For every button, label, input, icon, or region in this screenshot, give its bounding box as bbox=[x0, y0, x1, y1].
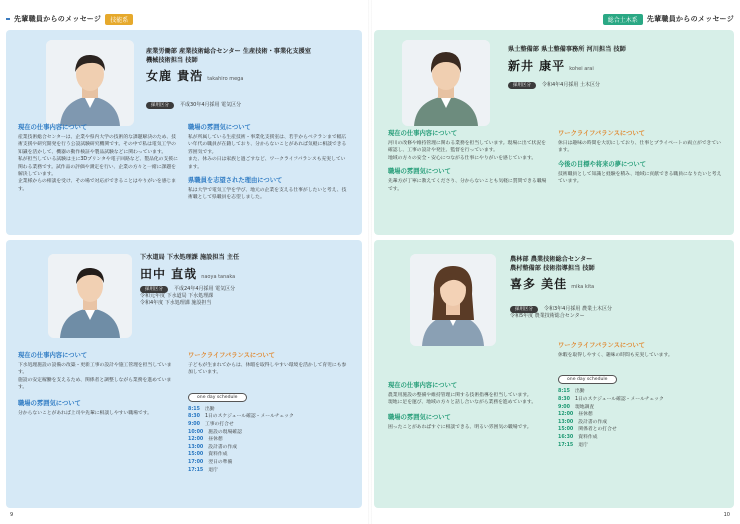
schedule-desc: 資料作成 bbox=[208, 452, 228, 458]
profile-org: 県土整備部 県土整備事務所 河川担当 技師 bbox=[508, 46, 626, 53]
schedule-desc: 工事の打合せ bbox=[204, 422, 234, 427]
profile-meta bbox=[510, 306, 728, 320]
section-heading: 職場の雰囲気について bbox=[388, 168, 451, 176]
schedule-item bbox=[188, 421, 350, 429]
section-heading: 現在の仕事内容について bbox=[18, 352, 88, 359]
schedule-item bbox=[558, 442, 722, 450]
schedule-label: one day schedule bbox=[188, 393, 247, 402]
name-kanji: 新井 康平 bbox=[508, 58, 566, 73]
section-text: 先輩方が丁寧に教えてくださり、分からないことも気軽に質問できる職場です。 bbox=[388, 179, 547, 192]
schedule-time: 15:00 bbox=[558, 427, 574, 433]
portrait-photo bbox=[402, 40, 490, 126]
schedule-item bbox=[188, 444, 350, 452]
schedule-time: 17:15 bbox=[188, 467, 204, 473]
profile-card-tanaka bbox=[6, 240, 362, 508]
profile-col-left bbox=[388, 128, 548, 193]
section-heading: ワークライフバランスについて bbox=[558, 130, 645, 137]
section-text: 企業様からの相談を受け、その場で対応ができることはやりがいを感じます。 bbox=[18, 179, 177, 192]
schedule-item bbox=[188, 436, 350, 444]
section-text: 私は大学で電気工学を学び、地元の企業を支える仕事がしたいと考え、技術職として県職員を志望しました。 bbox=[188, 188, 347, 201]
person-illustration-icon bbox=[410, 254, 496, 346]
schedule-label: one day schedule bbox=[558, 375, 617, 384]
schedule-item bbox=[558, 404, 722, 412]
schedule-time: 8:15 bbox=[558, 389, 570, 395]
profile-name bbox=[146, 67, 356, 84]
schedule-item bbox=[558, 411, 722, 419]
schedule-item bbox=[558, 434, 722, 442]
category-pill: 採用区分 bbox=[146, 102, 174, 109]
hire-info: 令和4年4月採用 土木区分 bbox=[542, 82, 600, 88]
schedule-time: 9:00 bbox=[558, 404, 570, 410]
section-text: 分からないことがあれば上司や先輩に相談しやすい職場です。 bbox=[18, 410, 152, 416]
section-text: 困ったことがあればすぐに相談できる、明るい雰囲気の職場です。 bbox=[388, 424, 532, 430]
right-running-header bbox=[603, 12, 734, 26]
schedule-desc: 関係者との打合せ bbox=[578, 427, 617, 433]
header-bar bbox=[6, 18, 10, 20]
section-text: 現地に足を運び、地域の方々と話し合いながら業務を進めています。 bbox=[388, 400, 537, 406]
schedule-time: 12:00 bbox=[188, 437, 204, 443]
running-title: 先輩職員からのメッセージ bbox=[646, 15, 734, 23]
schedule-list bbox=[558, 388, 722, 449]
section-text: 休暇を取得しやすく、趣味の時間も充実しています。 bbox=[558, 353, 673, 358]
schedule-block bbox=[188, 383, 350, 474]
profile-col-left bbox=[18, 122, 178, 193]
name-roman: mika kita bbox=[571, 284, 595, 290]
person-illustration-icon bbox=[402, 40, 490, 126]
schedule-item bbox=[188, 459, 350, 467]
schedule-item bbox=[188, 429, 350, 437]
schedule-time: 8:30 bbox=[558, 397, 570, 402]
section-heading: 職場の雰囲気について bbox=[18, 399, 81, 407]
profile-meta bbox=[146, 102, 241, 109]
section-heading: 現在の仕事内容について bbox=[388, 130, 458, 137]
schedule-desc: 出勤 bbox=[574, 389, 585, 395]
profile-col-left bbox=[388, 380, 548, 431]
schedule-time: 15:00 bbox=[188, 452, 204, 458]
section-heading: ワークライフバランスについて bbox=[188, 352, 275, 359]
category-pill: 採用区分 bbox=[508, 82, 536, 89]
section-heading: 現在の仕事内容について bbox=[18, 124, 88, 131]
schedule-time: 13:00 bbox=[558, 419, 574, 425]
section-heading: 県職員を志望された理由について bbox=[188, 177, 283, 185]
schedule-desc: 昼休憩 bbox=[578, 412, 593, 418]
profile-name bbox=[140, 265, 355, 282]
portrait-photo bbox=[46, 40, 134, 126]
hire-info: 令和3年4月採用 農業土木区分 bbox=[544, 306, 612, 312]
schedule-item bbox=[188, 406, 350, 414]
schedule-time: 17:00 bbox=[188, 459, 204, 465]
profile-col-right bbox=[188, 122, 350, 202]
schedule-time: 10:00 bbox=[188, 429, 204, 435]
name-roman: naoya tanaka bbox=[201, 273, 236, 280]
schedule-time: 16:30 bbox=[558, 434, 574, 440]
section-heading: 職場の雰囲気について bbox=[388, 413, 451, 421]
schedule-item bbox=[558, 396, 722, 404]
profile-col-right bbox=[558, 340, 722, 449]
schedule-desc: 施設の現場確認 bbox=[208, 429, 242, 435]
section-text: 子どもが生まれてからは、休暇を取得しやすい環境を活かして育児にも参加しています。 bbox=[188, 363, 347, 376]
page-number: 9 bbox=[10, 512, 14, 518]
section-text: 私が所属している生産技術・事業化支援室は、若手からベテランまで幅広い年代の職員が在籍しており、分からないことがあれば気軽に相談できる雰囲気です。 bbox=[188, 135, 347, 155]
profile-col-right bbox=[558, 128, 722, 186]
schedule-time: 8:30 bbox=[188, 414, 200, 420]
section-text: 地域の方々の安全・安心につながる仕事にやりがいを感じています。 bbox=[388, 155, 537, 161]
schedule-time: 9:00 bbox=[188, 422, 200, 427]
category-tag: 技能系 bbox=[105, 14, 133, 25]
running-title: 先輩職員からのメッセージ bbox=[14, 15, 102, 23]
section-text: 施設の安定稼働を支えるため、関係者と調整しながら業務を進めています。 bbox=[18, 377, 172, 391]
page-number: 10 bbox=[723, 512, 730, 518]
profile-name bbox=[510, 275, 728, 292]
name-roman: kohei arai bbox=[569, 65, 594, 72]
schedule-desc: 現地調査 bbox=[574, 404, 595, 410]
schedule-desc: 1日のスケジュール確認・メールチェック bbox=[204, 414, 294, 420]
hire-info: 平成30年4月採用 電気区分 bbox=[180, 102, 242, 108]
section-text: 農業用施設の整備や維持管理に関する技術指導を担当しています。 bbox=[388, 393, 532, 398]
profile-card-mega bbox=[6, 30, 362, 235]
name-roman: takahiro mega bbox=[207, 76, 244, 82]
profile-org-sub: 農村整備部 技術指導担当 技師 bbox=[510, 264, 595, 272]
schedule-desc: 資料作成 bbox=[578, 434, 598, 440]
profile-org: 下水道局 下水処理課 施設担当 主任 bbox=[140, 254, 240, 261]
section-text: 私が担当している試験は主に3Dプリンタや電子回路など、製品化の支援に関わる業務です。試作品の評価や測定を行い、企業の方々と一緒に課題を解決しています。 bbox=[18, 157, 178, 178]
section-text: 産業技術総合センターは、企業や県内大学の技術的な課題解決のため、技術支援や研究開発を行う公設試験研究機関です。その中で私は電気工学の知識を活かして、機器の動作検証や製品試験などに関わっています。 bbox=[18, 135, 176, 155]
hire-info: 平成24年4月採用 電気区分 bbox=[174, 286, 236, 292]
profile-card-kita bbox=[374, 240, 734, 508]
section-heading: 現在の仕事内容について bbox=[388, 382, 458, 389]
schedule-block bbox=[558, 365, 722, 449]
portrait-photo bbox=[410, 254, 496, 346]
category-pill: 採用区分 bbox=[140, 286, 168, 293]
schedule-desc: 退庁 bbox=[208, 467, 218, 473]
profile-org: 産業労働部 産業技術総合センター 生産技術・事業化支援室 bbox=[146, 48, 311, 55]
section-text: また、休みの日は家族と過ごすなど、ワークライフバランスも充実しています。 bbox=[188, 157, 346, 170]
right-page bbox=[372, 0, 740, 524]
profile-org: 農林部 農業技術総合センター bbox=[510, 256, 593, 263]
schedule-desc: 1日のスケジュール確認・メールチェック bbox=[574, 397, 664, 402]
name-kanji: 女鹿 貴浩 bbox=[146, 69, 204, 83]
schedule-time: 8:15 bbox=[188, 406, 200, 412]
profile-name bbox=[508, 57, 728, 74]
schedule-desc: 翌日の準備 bbox=[208, 459, 233, 465]
career-line: 令和元年度 下水道局 下水処理課 bbox=[140, 293, 214, 299]
person-illustration-icon bbox=[46, 40, 134, 126]
section-text: 休日は趣味の時間を大切にしており、仕事とプライベートの両立ができています。 bbox=[558, 141, 721, 154]
schedule-list bbox=[188, 406, 350, 474]
profile-meta bbox=[140, 286, 355, 307]
section-text: 下水処理施設の設備の改築・更新工事の設計や施工管理を担当しています。 bbox=[18, 363, 172, 376]
category-pill: 採用区分 bbox=[510, 306, 538, 313]
schedule-item bbox=[558, 419, 722, 427]
schedule-desc: 設計書の作成 bbox=[578, 419, 608, 425]
schedule-time: 13:00 bbox=[188, 444, 204, 450]
schedule-item bbox=[558, 426, 722, 434]
schedule-desc: 昼休憩 bbox=[208, 437, 223, 443]
portrait-photo bbox=[48, 254, 132, 338]
schedule-item bbox=[188, 413, 350, 421]
profile-col-left bbox=[18, 350, 178, 417]
schedule-desc: 設計書の作成 bbox=[208, 444, 238, 450]
profile-org-sub: 機械技術担当 技師 bbox=[146, 56, 198, 64]
schedule-time: 12:00 bbox=[558, 412, 574, 418]
section-text: 技術職員として知識と経験を積み、地域に貢献できる職員になりたいと考えています。 bbox=[558, 171, 722, 185]
schedule-item bbox=[188, 467, 350, 475]
name-kanji: 田中 直哉 bbox=[140, 266, 198, 281]
schedule-desc: 退庁 bbox=[578, 442, 588, 448]
career-line: 令和4年度 下水処理課 施設担当 bbox=[140, 300, 212, 306]
section-heading: 職場の雰囲気について bbox=[188, 124, 251, 131]
career-line: 令和5年度 農業技術総合センター bbox=[510, 313, 585, 319]
person-illustration-icon bbox=[48, 254, 132, 338]
category-tag: 総合土木系 bbox=[603, 14, 643, 25]
schedule-desc: 出勤 bbox=[204, 406, 215, 412]
name-kanji: 喜多 美佳 bbox=[510, 277, 568, 291]
profile-card-arai bbox=[374, 30, 734, 235]
section-text: 河川の改修や維持管理に関わる業務を担当しています。現場に出て状況を確認し、工事の設計や発注、監督を行っています。 bbox=[388, 141, 546, 154]
schedule-item bbox=[188, 451, 350, 459]
section-heading: 今後の目標や将来の夢について bbox=[558, 160, 647, 168]
schedule-time: 17:15 bbox=[558, 442, 574, 448]
schedule-item bbox=[558, 388, 722, 396]
section-heading: ワークライフバランスについて bbox=[558, 342, 645, 349]
left-page bbox=[0, 0, 368, 524]
profile-col-right bbox=[188, 350, 350, 474]
profile-meta bbox=[508, 82, 600, 89]
left-running-header bbox=[6, 12, 133, 26]
